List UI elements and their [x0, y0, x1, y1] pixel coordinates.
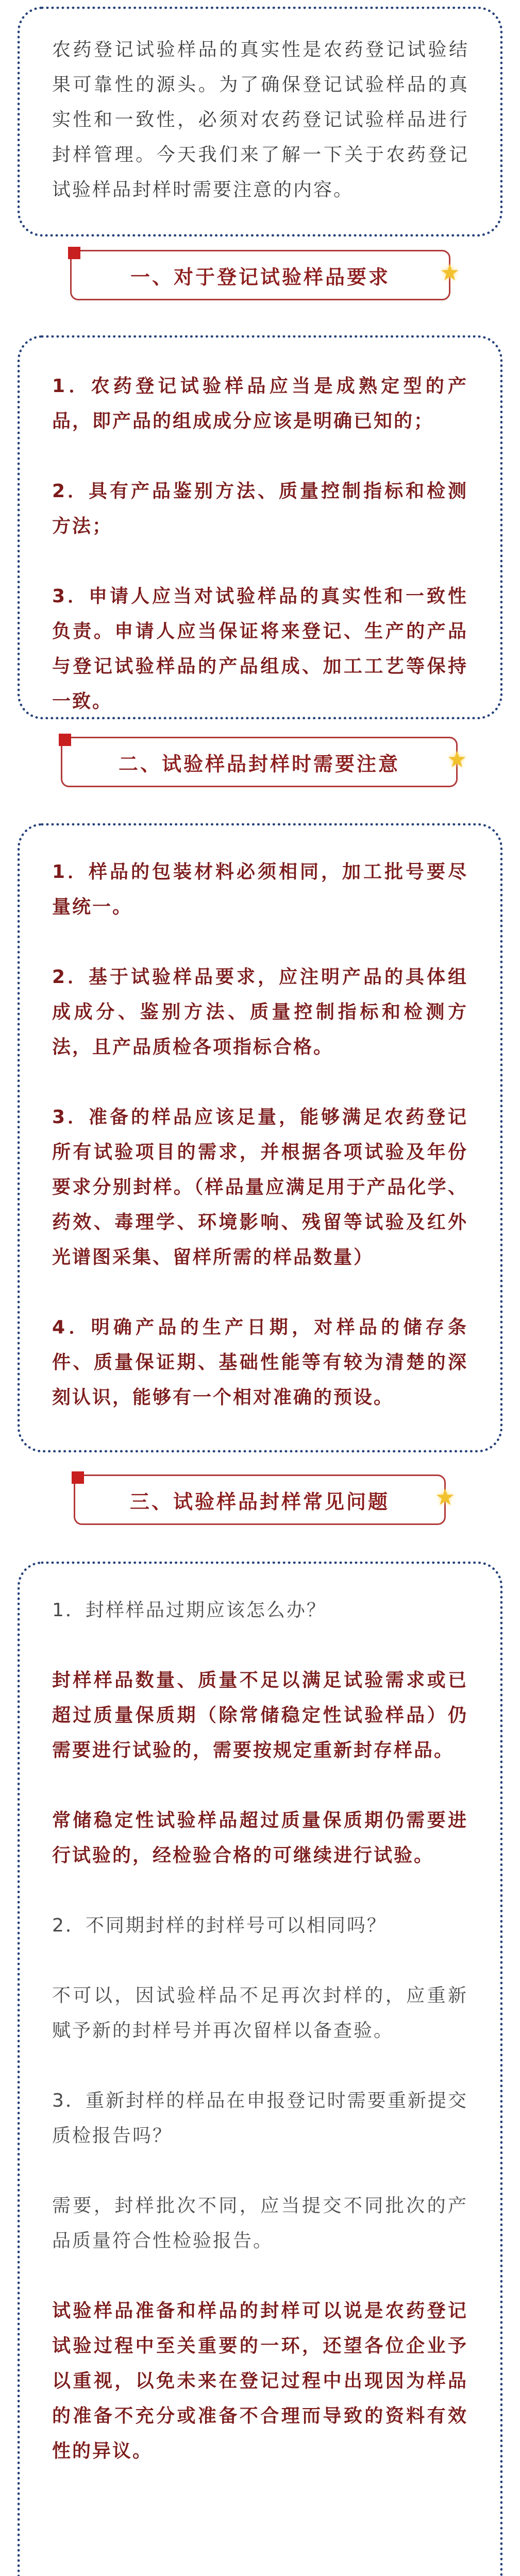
section-3-title: 三、试验样品封样常见问题	[129, 1490, 390, 1513]
faq-question: 3．重新封样的样品在申报登记时需要重新提交质检报告吗？	[52, 2090, 468, 2146]
notes-card	[18, 823, 502, 1452]
note-item: 3．准备的样品应该足量，能够满足农药登记所有试验项目的需求，并根据各项试验及年份要求分别封样。（样品量应满足用于产品化学、药效、毒理学、环境影响、残留等试验及红外光谱图采集、留样所需的样品数量）	[52, 1107, 468, 1268]
section-2-heading	[61, 737, 469, 787]
faq-card	[18, 1562, 502, 2576]
note-item: 1．样品的包装材料必须相同，加工批号要尽量统一。	[52, 861, 468, 918]
section-2-title: 二、试验样品封样时需要注意	[118, 752, 400, 775]
requirement-item: 2．具有产品鉴别方法、质量控制指标和检测方法；	[52, 481, 468, 537]
corner-square-icon	[72, 1471, 84, 1484]
section-3-heading	[74, 1475, 458, 1525]
star-icon: ★	[447, 747, 469, 773]
intro-card	[18, 7, 502, 236]
faq-answer: 不可以，因试验样品不足再次封样的，应重新赋予新的封样号并再次留样以备查验。	[52, 1985, 468, 2041]
requirements-card	[18, 335, 502, 719]
faq-question: 1．封样样品过期应该怎么办？	[52, 1600, 327, 1621]
star-icon: ★	[440, 260, 462, 286]
star-icon: ★	[435, 1484, 458, 1511]
note-item: 4．明确产品的生产日期，对样品的储存条件、质量保证期、基础性能等有较为清楚的深刻认识，能够有一个相对准确的预设。	[52, 1317, 468, 1408]
faq-question: 2．不同期封样的封样号可以相同吗？	[52, 1915, 387, 1936]
conclusion-text: 试验样品准备和样品的封样可以说是农药登记试验过程中至关重要的一环，还望各位企业予以重视，以免未来在登记过程中出现因为样品的准备不充分或准备不合理而导致的资料有效性的异议。	[52, 2300, 468, 2462]
corner-square-icon	[68, 247, 80, 259]
faq-answer: 封样样品数量、质量不足以满足试验需求或已超过质量保质期（除常储稳定性试验样品）仍需要进行试验的，需要按规定重新封存样品。	[52, 1670, 468, 1761]
intro-text: 农药登记试验样品的真实性是农药登记试验结果可靠性的源头。为了确保登记试验样品的真实性和一致性，必须对农药登记试验样品进行封样管理。今天我们来了解一下关于农药登记试验样品封样时需要注意的内容。	[52, 39, 469, 200]
faq-answer: 需要，封样批次不同，应当提交不同批次的产品质量符合性检验报告。	[52, 2195, 468, 2251]
requirement-item: 3．申请人应当对试验样品的真实性和一致性负责。申请人应当保证将来登记、生产的产品与登记试验样品的产品组成、加工工艺等保持一致。	[52, 586, 468, 712]
requirement-item: 1．农药登记试验样品应当是成熟定型的产品，即产品的组成成分应该是明确已知的；	[52, 376, 468, 432]
corner-square-icon	[59, 734, 71, 746]
section-1-heading	[70, 250, 462, 300]
faq-answer: 常储稳定性试验样品超过质量保质期仍需要进行试验的，经检验合格的可继续进行试验。	[52, 1810, 468, 1866]
note-item: 2．基于试验样品要求，应注明产品的具体组成成分、鉴别方法、质量控制指标和检测方法，且产品质检各项指标合格。	[52, 967, 468, 1058]
section-1-title: 一、对于登记试验样品要求	[130, 265, 390, 289]
